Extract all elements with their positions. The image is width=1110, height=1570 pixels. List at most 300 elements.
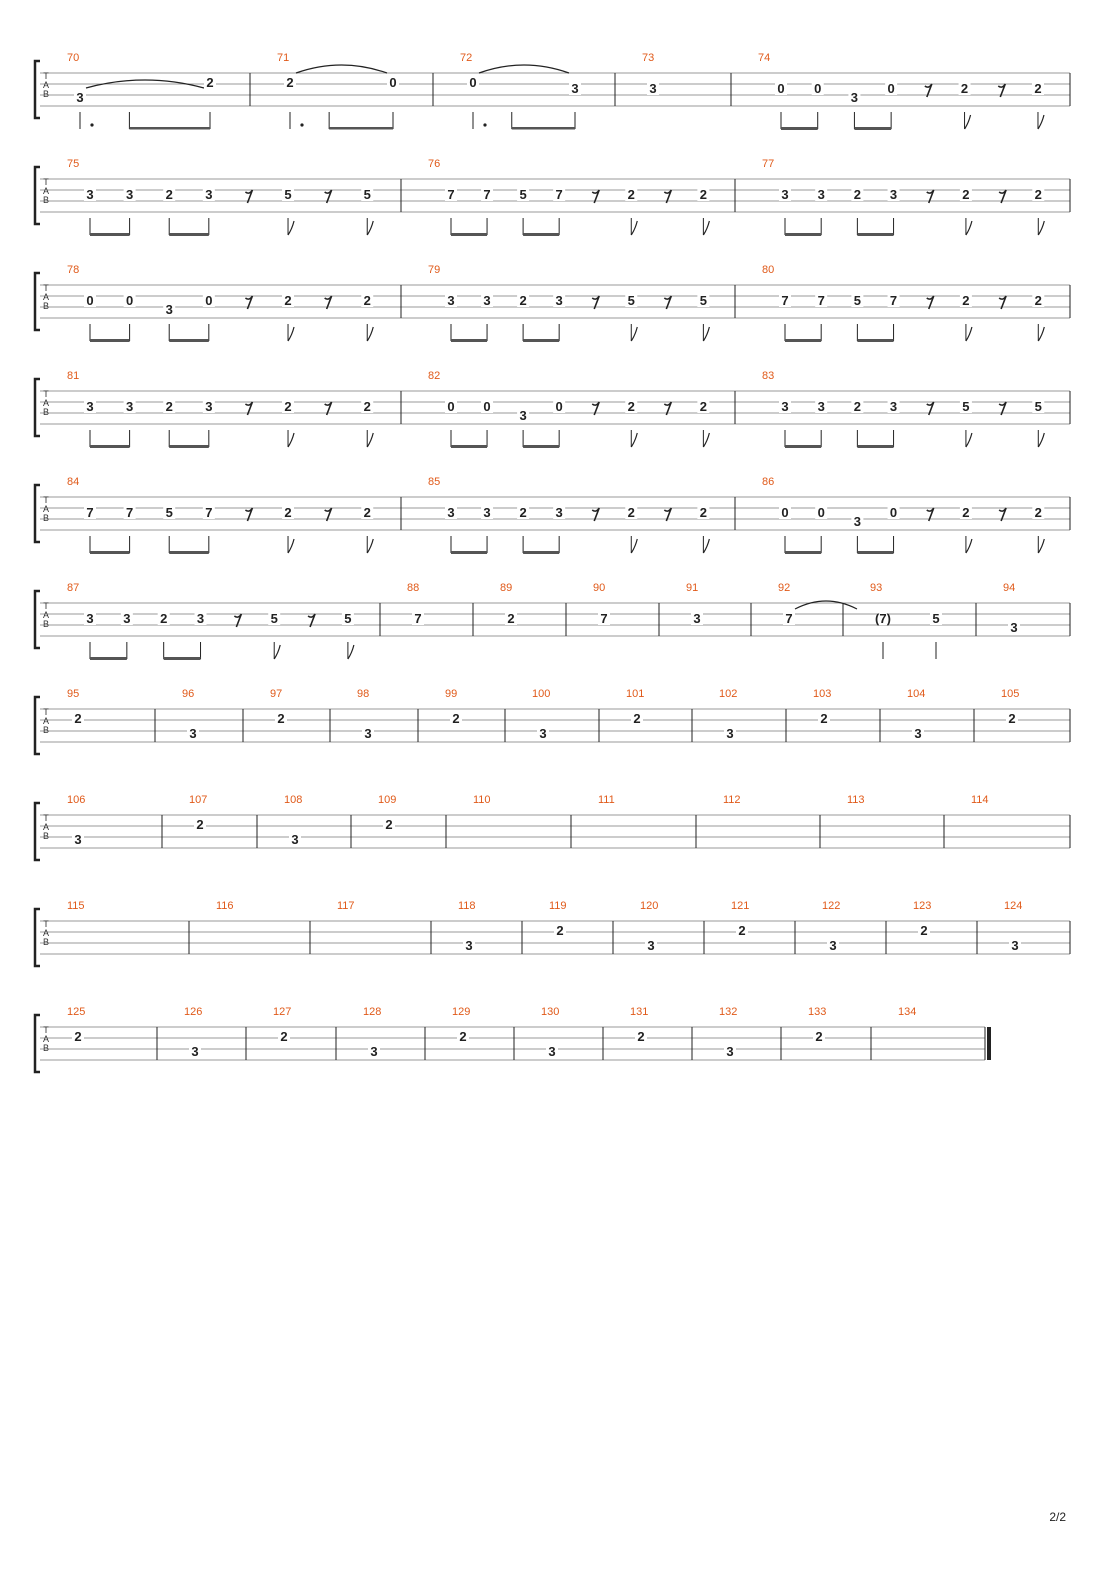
fret-number: 2 xyxy=(960,81,969,96)
note-flag xyxy=(703,221,709,235)
note-flag xyxy=(288,539,294,553)
fret-number: 7 xyxy=(817,293,825,308)
measure-number: 76 xyxy=(428,158,441,170)
fret-number: 2 xyxy=(286,75,294,90)
fret-number: 3 xyxy=(364,726,372,741)
beam xyxy=(523,551,559,554)
fret-number: 3 xyxy=(555,505,563,520)
tab-label: A xyxy=(42,504,50,514)
note-flag xyxy=(288,221,294,235)
measure-number: 75 xyxy=(67,158,80,170)
beam xyxy=(523,233,559,236)
measure-number: 88 xyxy=(407,582,420,594)
measure-number: 116 xyxy=(216,900,234,912)
fret-number: 3 xyxy=(539,726,547,741)
note-flag xyxy=(1038,433,1044,447)
augmentation-dot xyxy=(483,123,486,126)
note-flag xyxy=(1038,115,1044,129)
tab-label: T xyxy=(43,283,49,293)
fret-number: 3 xyxy=(781,187,789,202)
measure-number: 77 xyxy=(762,158,775,170)
fret-number: 2 xyxy=(633,711,641,726)
tab-label: B xyxy=(42,1043,50,1053)
fret-number: 7 xyxy=(125,505,134,520)
tab-label: T xyxy=(43,1025,49,1035)
fret-number: 3 xyxy=(914,726,922,741)
note-flag xyxy=(367,221,373,235)
fret-number: 2 xyxy=(699,399,707,414)
measure-number: 125 xyxy=(67,1006,86,1018)
fret-number: 2 xyxy=(962,187,970,202)
fret-number: 0 xyxy=(781,505,789,520)
fret-number: 3 xyxy=(1010,620,1018,635)
fret-number: 2 xyxy=(280,1029,288,1044)
measure-number: 128 xyxy=(363,1006,382,1018)
note-flag xyxy=(631,539,637,553)
beam xyxy=(451,339,487,342)
fret-number: 0 xyxy=(777,81,785,96)
fret-number: 3 xyxy=(125,187,134,202)
fret-number: 2 xyxy=(165,187,173,202)
note-flag xyxy=(274,645,280,659)
tab-label: B xyxy=(42,619,50,629)
tab-label: T xyxy=(43,601,49,611)
fret-number: 2 xyxy=(363,399,371,414)
measure-number: 80 xyxy=(762,264,775,276)
beam xyxy=(451,445,487,448)
fret-number: 2 xyxy=(820,711,828,726)
note-flag xyxy=(367,433,373,447)
tab-label: T xyxy=(43,389,49,399)
fret-number: 3 xyxy=(86,399,94,414)
measure-number: 86 xyxy=(762,476,775,488)
tab-label: A xyxy=(42,928,50,938)
fret-number: 2 xyxy=(206,75,214,90)
fret-number: 2 xyxy=(363,505,371,520)
fret-number: 3 xyxy=(165,302,173,317)
fret-number: 0 xyxy=(205,293,213,308)
tab-label: A xyxy=(42,292,50,302)
measure-number: 101 xyxy=(626,688,645,700)
fret-number: 7 xyxy=(414,611,422,626)
note-flag xyxy=(367,327,373,341)
fret-number: 3 xyxy=(483,505,491,520)
fret-number: 2 xyxy=(160,611,168,626)
fret-number: 0 xyxy=(125,293,134,308)
note-flag xyxy=(1038,327,1044,341)
fret-number: 3 xyxy=(817,187,825,202)
measure-number: 82 xyxy=(428,370,441,382)
tab-label: T xyxy=(43,813,49,823)
measure-number: 70 xyxy=(67,52,80,64)
fret-number: 3 xyxy=(86,187,94,202)
beam xyxy=(169,233,209,236)
fret-number: 2 xyxy=(738,923,746,938)
measure-number: 106 xyxy=(67,794,86,806)
tab-label: A xyxy=(42,1034,50,1044)
measure-number: 132 xyxy=(719,1006,738,1018)
tab-label: B xyxy=(42,725,50,735)
note-flag xyxy=(348,645,354,659)
fret-number: 2 xyxy=(853,187,861,202)
fret-number: 3 xyxy=(447,293,455,308)
page-number: 2/2 xyxy=(1049,1510,1066,1524)
fret-number: 2 xyxy=(284,399,292,414)
tab-label: B xyxy=(42,301,50,311)
fret-number: 7 xyxy=(889,293,898,308)
measure-number: 83 xyxy=(762,370,775,382)
measure-number: 120 xyxy=(640,900,659,912)
fret-number: 2 xyxy=(196,817,204,832)
system-bracket xyxy=(35,803,40,860)
note-flag xyxy=(631,327,637,341)
fret-number: 3 xyxy=(571,81,579,96)
measure-number: 100 xyxy=(532,688,551,700)
fret-number: 5 xyxy=(284,187,292,202)
measure-number: 108 xyxy=(284,794,303,806)
measure-number: 78 xyxy=(67,264,80,276)
note-flag xyxy=(965,115,971,129)
fret-number: 0 xyxy=(889,505,898,520)
fret-number: 0 xyxy=(817,505,825,520)
fret-number: 3 xyxy=(483,293,491,308)
beam xyxy=(857,445,893,448)
fret-number: 7 xyxy=(785,611,793,626)
measure-number: 113 xyxy=(847,794,865,806)
measure-number: 92 xyxy=(778,582,791,594)
beam xyxy=(854,127,891,130)
fret-number: 3 xyxy=(647,938,655,953)
tab-label: A xyxy=(42,80,50,90)
system-bracket xyxy=(35,1015,40,1072)
beam xyxy=(785,339,821,342)
beam xyxy=(857,339,893,342)
note-flag xyxy=(703,433,709,447)
measure-number: 87 xyxy=(67,582,80,594)
measure-number: 118 xyxy=(458,900,476,912)
beam xyxy=(90,551,130,554)
fret-number: 3 xyxy=(519,408,527,423)
fret-number: 3 xyxy=(370,1044,378,1059)
beam xyxy=(451,551,487,554)
fret-number: 2 xyxy=(627,187,635,202)
measure-number: 129 xyxy=(452,1006,471,1018)
measure-number: 111 xyxy=(598,794,615,806)
measure-number: 115 xyxy=(67,900,85,912)
fret-number: 2 xyxy=(165,399,173,414)
tie-arc xyxy=(795,601,857,609)
system-bracket xyxy=(35,167,40,224)
note-flag xyxy=(703,327,709,341)
tab-label: A xyxy=(42,186,50,196)
fret-number: 3 xyxy=(191,1044,199,1059)
beam xyxy=(781,127,818,130)
measure-number: 119 xyxy=(549,900,567,912)
fret-number: 0 xyxy=(86,293,94,308)
fret-number: 3 xyxy=(74,832,82,847)
fret-number: 2 xyxy=(74,711,82,726)
measure-number: 122 xyxy=(822,900,841,912)
fret-number: 3 xyxy=(465,938,473,953)
fret-number: 3 xyxy=(781,399,789,414)
fret-number: 3 xyxy=(693,611,701,626)
beam xyxy=(90,445,130,448)
note-flag xyxy=(966,539,972,553)
measure-number: 91 xyxy=(686,582,699,594)
fret-number: 3 xyxy=(125,399,134,414)
fret-number: 2 xyxy=(637,1029,645,1044)
measure-number: 99 xyxy=(445,688,458,700)
fret-number: 2 xyxy=(459,1029,467,1044)
fret-number: 3 xyxy=(850,90,859,105)
beam xyxy=(90,657,127,660)
fret-number: 5 xyxy=(363,187,371,202)
beam xyxy=(329,127,393,130)
measure-number: 109 xyxy=(378,794,397,806)
fret-number: 2 xyxy=(627,399,635,414)
fret-number: 7 xyxy=(781,293,789,308)
tab-label: T xyxy=(43,919,49,929)
fret-number: 2 xyxy=(363,293,371,308)
measure-number: 126 xyxy=(184,1006,203,1018)
tab-label: T xyxy=(43,707,49,717)
measure-number: 72 xyxy=(460,52,473,64)
fret-number: 7 xyxy=(205,505,213,520)
fret-number: 2 xyxy=(815,1029,823,1044)
fret-number: 0 xyxy=(389,75,397,90)
fret-number: 2 xyxy=(519,505,527,520)
measure-number: 84 xyxy=(67,476,80,488)
fret-number: 2 xyxy=(452,711,460,726)
measure-number: 71 xyxy=(277,52,290,64)
beam xyxy=(90,233,130,236)
system-bracket xyxy=(35,591,40,648)
fret-number: 2 xyxy=(284,293,292,308)
fret-number: 5 xyxy=(344,611,352,626)
fret-number: 0 xyxy=(555,399,563,414)
fret-number: 2 xyxy=(519,293,527,308)
measure-number: 124 xyxy=(1004,900,1023,912)
fret-number: 3 xyxy=(726,1044,734,1059)
fret-number: 3 xyxy=(291,832,299,847)
fret-number: 0 xyxy=(887,81,895,96)
system-bracket xyxy=(35,273,40,330)
fret-number: 2 xyxy=(853,399,861,414)
tab-label: T xyxy=(43,495,49,505)
fret-number: 0 xyxy=(814,81,822,96)
fret-number: 2 xyxy=(1034,187,1042,202)
fret-number: 2 xyxy=(627,505,635,520)
fret-number: 3 xyxy=(555,293,563,308)
tab-label: A xyxy=(42,610,50,620)
measure-number: 121 xyxy=(731,900,750,912)
fret-number: 3 xyxy=(205,187,213,202)
measure-number: 93 xyxy=(870,582,883,594)
fret-number: 7 xyxy=(447,187,455,202)
tie-arc xyxy=(479,65,569,73)
fret-number: 5 xyxy=(270,611,278,626)
beam xyxy=(129,127,210,130)
measure-number: 110 xyxy=(473,794,491,806)
fret-number: 3 xyxy=(1011,938,1019,953)
fret-number: 2 xyxy=(962,293,970,308)
augmentation-dot xyxy=(90,123,93,126)
tab-label: T xyxy=(43,71,49,81)
note-flag xyxy=(631,221,637,235)
system-bracket xyxy=(35,485,40,542)
beam xyxy=(169,339,209,342)
measure-number: 117 xyxy=(337,900,355,912)
fret-number: 5 xyxy=(519,187,527,202)
beam xyxy=(785,551,821,554)
fret-number: 3 xyxy=(817,399,825,414)
measure-number: 123 xyxy=(913,900,932,912)
fret-number: 3 xyxy=(76,90,84,105)
fret-number: 5 xyxy=(1034,399,1042,414)
measure-number: 97 xyxy=(270,688,283,700)
measure-number: 133 xyxy=(808,1006,827,1018)
augmentation-dot xyxy=(300,123,303,126)
measure-number: 130 xyxy=(541,1006,560,1018)
note-flag xyxy=(1038,221,1044,235)
beam xyxy=(523,339,559,342)
measure-number: 90 xyxy=(593,582,606,594)
measure-number: 74 xyxy=(758,52,771,64)
measure-number: 134 xyxy=(898,1006,917,1018)
fret-number: 5 xyxy=(699,293,707,308)
measure-number: 96 xyxy=(182,688,195,700)
fret-number: 3 xyxy=(196,611,205,626)
beam xyxy=(169,551,209,554)
fret-number: 0 xyxy=(447,399,455,414)
tab-label: A xyxy=(42,398,50,408)
fret-number: 2 xyxy=(1034,81,1042,96)
fret-number: 3 xyxy=(86,611,94,626)
fret-number: 7 xyxy=(555,187,563,202)
fret-number: 3 xyxy=(447,505,455,520)
beam xyxy=(164,657,201,660)
measure-number: 81 xyxy=(67,370,80,382)
note-flag xyxy=(966,327,972,341)
fret-number: 2 xyxy=(277,711,285,726)
tie-arc xyxy=(296,65,387,73)
fret-number: 7 xyxy=(483,187,491,202)
note-flag xyxy=(367,539,373,553)
measure-number: 102 xyxy=(719,688,738,700)
fret-number: (7) xyxy=(875,611,891,626)
beam xyxy=(857,233,893,236)
measure-number: 112 xyxy=(723,794,741,806)
fret-number: 3 xyxy=(889,399,898,414)
tab-label: B xyxy=(42,831,50,841)
measure-number: 103 xyxy=(813,688,832,700)
note-flag xyxy=(966,221,972,235)
fret-number: 5 xyxy=(627,293,635,308)
tab-label: B xyxy=(42,937,50,947)
system-bracket xyxy=(35,697,40,754)
measure-number: 114 xyxy=(971,794,989,806)
fret-number: 2 xyxy=(74,1029,82,1044)
tab-label: T xyxy=(43,177,49,187)
fret-number: 2 xyxy=(920,923,928,938)
measure-number: 105 xyxy=(1001,688,1020,700)
beam xyxy=(90,339,130,342)
fret-number: 3 xyxy=(829,938,837,953)
note-flag xyxy=(703,539,709,553)
fret-number: 2 xyxy=(507,611,515,626)
measure-number: 104 xyxy=(907,688,926,700)
beam xyxy=(512,127,575,130)
tab-label: A xyxy=(42,822,50,832)
fret-number: 0 xyxy=(483,399,491,414)
measure-number: 95 xyxy=(67,688,80,700)
final-barline xyxy=(987,1027,991,1060)
fret-number: 3 xyxy=(726,726,734,741)
system-bracket xyxy=(35,61,40,118)
fret-number: 5 xyxy=(962,399,970,414)
measure-number: 94 xyxy=(1003,582,1016,594)
measure-number: 79 xyxy=(428,264,441,276)
note-flag xyxy=(1038,539,1044,553)
beam xyxy=(169,445,209,448)
fret-number: 2 xyxy=(284,505,292,520)
note-flag xyxy=(288,327,294,341)
beam xyxy=(523,445,559,448)
fret-number: 5 xyxy=(165,505,173,520)
tab-label: B xyxy=(42,407,50,417)
measure-number: 89 xyxy=(500,582,513,594)
fret-number: 3 xyxy=(548,1044,556,1059)
beam xyxy=(785,233,821,236)
tab-label: B xyxy=(42,513,50,523)
beam xyxy=(451,233,487,236)
measure-number: 98 xyxy=(357,688,370,700)
note-flag xyxy=(631,433,637,447)
fret-number: 3 xyxy=(123,611,131,626)
beam xyxy=(785,445,821,448)
fret-number: 5 xyxy=(853,293,861,308)
fret-number: 3 xyxy=(205,399,213,414)
fret-number: 2 xyxy=(699,505,707,520)
tab-label: A xyxy=(42,716,50,726)
fret-number: 2 xyxy=(1008,711,1016,726)
measure-number: 131 xyxy=(630,1006,649,1018)
fret-number: 2 xyxy=(385,817,393,832)
note-flag xyxy=(966,433,972,447)
fret-number: 2 xyxy=(1034,505,1042,520)
fret-number: 7 xyxy=(600,611,608,626)
beam xyxy=(857,551,893,554)
measure-number: 107 xyxy=(189,794,208,806)
fret-number: 3 xyxy=(853,514,861,529)
fret-number: 5 xyxy=(932,611,940,626)
fret-number: 7 xyxy=(86,505,94,520)
tab-label: B xyxy=(42,195,50,205)
fret-number: 2 xyxy=(962,505,970,520)
note-flag xyxy=(288,433,294,447)
system-bracket xyxy=(35,379,40,436)
fret-number: 3 xyxy=(649,81,657,96)
tab-label: B xyxy=(42,89,50,99)
measure-number: 85 xyxy=(428,476,441,488)
fret-number: 2 xyxy=(699,187,707,202)
fret-number: 2 xyxy=(556,923,564,938)
system-bracket xyxy=(35,909,40,966)
fret-number: 2 xyxy=(1034,293,1042,308)
measure-number: 127 xyxy=(273,1006,292,1018)
measure-number: 73 xyxy=(642,52,655,64)
fret-number: 3 xyxy=(889,187,898,202)
